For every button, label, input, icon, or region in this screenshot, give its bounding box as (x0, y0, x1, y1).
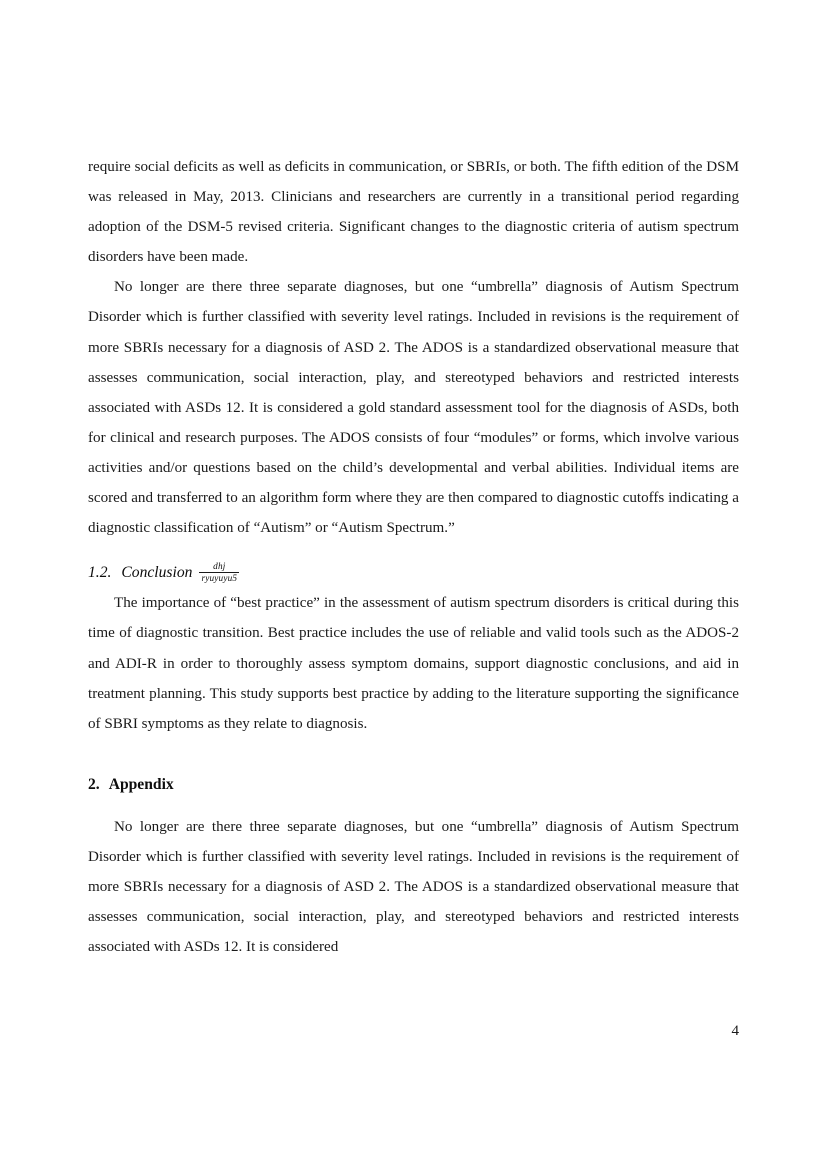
paragraph-umbrella-diagnosis: No longer are there three separate diagnoses, but one “umbrella” diagnosis of Autism Spectrum Disorder which is further classified with severity level ratings. Included in revisions is the requirement of more SBRIs necessary for a diagnosis of ASD 2. The ADOS is a standardized observational measure that assesses communication, social interaction, play, and stereotyped behaviors and restricted interests associated with ASDs 12. It is considered a gold standard assessment tool for the diagnosis of ASDs, both for clinical and research purposes. The ADOS consists of four “modules” or forms, which involve various activities and/or questions based on the child’s developmental and verbal abilities. Individual items are scored and transferred to an algorithm form where they are then compared to diagnostic cutoffs indicating a diagnostic classification of “Autism” or “Autism Spectrum.” (88, 279, 739, 537)
spacer-after-section (88, 800, 739, 812)
section-number: 2. (88, 775, 100, 793)
text-column (88, 152, 739, 962)
paragraph-best-practice: The importance of “best practice” in the assessment of autism spectrum disorders is critical during this time of diagnostic transition. Best practice includes the use of reliable and valid tools such as the ADOS-2 and ADI-R in order to thoroughly assess symptom domains, support diagnostic conclusions, and aid in treatment planning. This study supports best practice by adding to the literature supporting the significance of SBRI symptoms as they relate to diagnosis. (88, 595, 739, 732)
spacer-before-section (88, 739, 739, 770)
spacer-before-subsection (88, 543, 739, 558)
paragraph-continued-dsm: require social deficits as well as deficits in communication, or SBRIs, or both. The fifth edition of the DSM was released in May, 2013. Clinicians and researchers are currently in a transitional period regarding adoption of the DSM-5 revised criteria. Significant changes to the diagnostic criteria of autism spectrum disorders have been made. (88, 159, 739, 266)
fraction-numerator: dhj (213, 560, 226, 571)
fraction-denominator: ryuyuyu5 (201, 573, 238, 584)
inline-fraction (199, 561, 239, 584)
paragraph-appendix-repeat: No longer are there three separate diagnoses, but one “umbrella” diagnosis of Autism Spectrum Disorder which is further classified with severity level ratings. Included in revisions is the requirement of more SBRIs necessary for a diagnosis of ASD 2. The ADOS is a standardized observational measure that assesses communication, social interaction, play, and stereotyped behaviors and restricted interests associated with ASDs 12. It is considered (88, 818, 739, 956)
subsection-number: 1.2. (88, 564, 112, 582)
section-heading-appendix (88, 770, 739, 800)
subsection-heading-conclusion (88, 558, 739, 588)
subsection-title: Conclusion (121, 564, 193, 582)
section-title: Appendix (108, 775, 174, 793)
page-number: 4 (731, 1023, 739, 1039)
